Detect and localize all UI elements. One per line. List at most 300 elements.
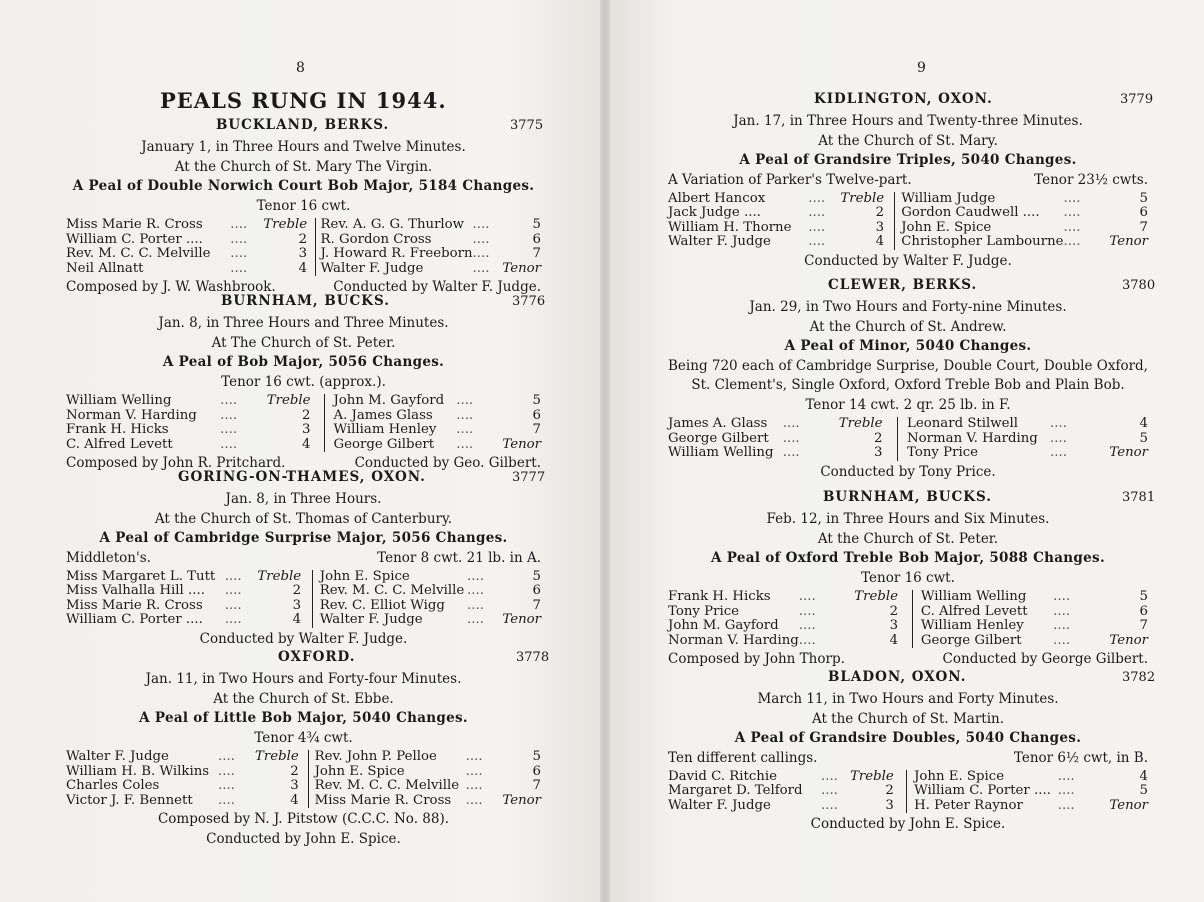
spacer — [492, 794, 500, 809]
leader-dots: .... — [465, 749, 483, 764]
peal-church: At the Church of St. Mary The Virgin. — [174, 158, 433, 175]
conductor: Conducted by Tony Price. — [820, 463, 996, 480]
spacer — [491, 613, 502, 628]
leader-dots: .... — [465, 792, 483, 808]
peal-location: BLADON, OXON. — [828, 669, 967, 685]
peal-number: 3782 — [1122, 670, 1156, 685]
ringer-name: Walter F. Judge — [668, 234, 771, 249]
conductor: Conducted by Geo. Gilbert. — [354, 455, 541, 471]
conductor: Conducted by George Gilbert. — [942, 651, 1148, 667]
ringer-name: William C. Porter .... — [66, 231, 203, 247]
bell-number: 6 — [1139, 205, 1148, 220]
spacer — [492, 750, 500, 765]
ringer-row — [668, 784, 1148, 799]
page-number: 8 — [296, 60, 305, 76]
bell-number: 4 — [889, 632, 899, 648]
ringer-name: Leonard Stilwell — [907, 416, 1019, 431]
spacer — [311, 394, 325, 409]
peal-time: Jan. 8, in Three Hours. — [225, 491, 382, 507]
peal-method: A Peal of Little Bob Major, 5040 Changes. — [139, 710, 468, 726]
conductor: Conducted by Walter F. Judge. — [804, 252, 1012, 269]
ringer-name: William C. Porter .... — [66, 612, 203, 627]
column-rule — [912, 619, 920, 634]
ringers-table — [66, 394, 541, 452]
ringer-row — [66, 794, 541, 809]
peal-church: At The Church of St. Peter. — [211, 334, 396, 351]
bell-number: 2 — [874, 430, 883, 446]
leader-dots: .... — [1063, 205, 1081, 220]
ringer-row — [66, 233, 541, 248]
ringer-row — [66, 394, 541, 409]
spacer — [1084, 634, 1097, 649]
ringer-row — [668, 799, 1148, 814]
peal-time: Jan. 11, in Two Hours and Forty-four Minutes. — [145, 671, 462, 687]
spacer — [898, 619, 912, 634]
leader-dots: .... — [224, 612, 242, 627]
ringer-name: William Henley — [333, 422, 437, 437]
bell-number: 6 — [532, 583, 541, 598]
ringer-row — [668, 235, 1148, 250]
leader-dots: .... — [217, 792, 235, 808]
conductor: Conducted by Walter F. Judge. — [199, 630, 408, 647]
leader-dots: .... — [472, 260, 490, 276]
peal-church: At the Church of St. Ebbe. — [213, 690, 394, 707]
spacer — [882, 446, 897, 461]
ringer-name: John E. Spice — [314, 763, 405, 779]
leader-dots: .... — [467, 583, 484, 598]
bell-number: 5 — [1139, 783, 1148, 798]
spacer — [311, 423, 325, 438]
peal-location: GORING-ON-THAMES, OXON. — [178, 469, 426, 485]
bell-number: 5 — [532, 217, 541, 232]
leader-dots: .... — [472, 246, 490, 261]
ringer-name: Gordon Caudwell .... — [901, 205, 1040, 220]
peal-header — [66, 117, 544, 138]
ringer-name: John E. Spice — [914, 768, 1005, 784]
ringer-row — [66, 262, 541, 277]
bell-number: 5 — [1139, 589, 1148, 604]
leader-dots: .... — [220, 407, 238, 423]
peal-location: BURNHAM, BUCKS. — [823, 489, 992, 505]
leader-dots: .... — [821, 783, 838, 798]
tenor-weight: Tenor 8 cwt. 21 lb. in A. — [377, 549, 541, 566]
ringer-row — [668, 221, 1148, 236]
ringer-row — [668, 192, 1148, 207]
column-rule — [912, 590, 920, 605]
ringer-row — [66, 779, 541, 794]
leader-dots: .... — [782, 445, 800, 460]
column-rule — [898, 446, 907, 461]
peal-record — [668, 669, 1156, 835]
bell-number: 2 — [290, 763, 299, 779]
ringer-name: Rev. M. C. C. Melville — [66, 246, 211, 261]
leader-dots: .... — [1053, 632, 1071, 648]
bell-number: 7 — [532, 597, 541, 613]
spacer — [1090, 235, 1100, 250]
spacer — [492, 779, 500, 794]
ringer-name: James A. Glass — [668, 416, 768, 431]
spacer — [894, 799, 907, 814]
ringer-name: William Welling — [668, 445, 774, 460]
right-page — [610, 0, 1204, 902]
column-rule — [907, 770, 915, 785]
spacer — [301, 599, 312, 614]
bell-number: 5 — [1139, 190, 1148, 206]
ringer-name: William Welling — [920, 589, 1027, 604]
ringer-row — [668, 206, 1148, 221]
leader-dots: .... — [808, 205, 826, 220]
page-number: 9 — [917, 60, 926, 76]
ringer-row — [66, 247, 541, 262]
ringer-name: Tony Price — [907, 445, 979, 460]
book-gutter — [600, 0, 610, 902]
peal-notes-row — [66, 549, 541, 568]
peal-record — [66, 469, 546, 649]
ringer-name: Norman V. Harding — [668, 632, 799, 648]
spacer — [307, 233, 315, 248]
ringer-name: William C. Porter .... — [914, 783, 1051, 798]
column-rule — [912, 634, 920, 649]
bell-number: Treble — [263, 217, 308, 232]
ringer-name: A. James Glass — [333, 407, 433, 423]
spacer — [492, 765, 500, 780]
leader-dots: .... — [1053, 603, 1071, 619]
leader-dots: .... — [224, 583, 242, 598]
spacer — [894, 784, 907, 799]
ringer-row — [66, 765, 541, 780]
leader-dots: .... — [230, 231, 248, 247]
peal-church: At the Church of St. Andrew. — [809, 318, 1007, 335]
ringers-table — [66, 570, 541, 628]
ringer-name: H. Peter Raynor — [914, 797, 1023, 813]
bell-number: 3 — [292, 597, 302, 613]
conductor: Conducted by Walter F. Judge. — [333, 279, 541, 295]
bell-number: Tenor — [1109, 445, 1148, 460]
ringers-table — [66, 750, 541, 808]
spacer — [488, 409, 501, 424]
ringer-name: Miss Marie R. Cross — [314, 792, 452, 808]
ringer-row — [668, 770, 1148, 785]
leader-dots: .... — [808, 234, 826, 249]
spacer — [488, 423, 501, 438]
peal-header — [668, 669, 1156, 690]
spacer — [882, 432, 897, 447]
ringer-name: Frank H. Hicks — [66, 422, 169, 437]
spacer — [307, 218, 315, 233]
peal-method: A Peal of Double Norwich Court Bob Major, 5184 Changes. — [72, 178, 535, 194]
bell-number: 4 — [302, 436, 311, 452]
bell-number: 7 — [532, 422, 541, 437]
bell-number: 5 — [1139, 430, 1148, 446]
bell-number: 4 — [1139, 416, 1148, 431]
peal-number: 3777 — [512, 470, 546, 485]
bell-number: 2 — [292, 583, 302, 598]
spacer — [491, 599, 502, 614]
peal-record — [668, 277, 1156, 482]
spacer — [1084, 619, 1097, 634]
ringer-row — [668, 605, 1148, 620]
spacer — [491, 570, 502, 585]
spacer — [882, 417, 897, 432]
leader-dots: .... — [1057, 768, 1075, 784]
conductor: Conducted by John E. Spice. — [810, 816, 1006, 832]
tenor-weight: Tenor 16 cwt. — [861, 569, 955, 586]
leader-dots: .... — [220, 393, 238, 408]
ringer-name: Rev. A. G. G. Thurlow — [320, 217, 465, 232]
ringer-name: William Henley — [920, 618, 1024, 633]
spacer — [884, 221, 895, 236]
ringer-row — [668, 634, 1148, 649]
bell-number: Tenor — [502, 436, 541, 452]
ringer-name: Walter F. Judge — [320, 260, 424, 276]
spacer — [311, 438, 325, 453]
ringer-row — [668, 432, 1148, 447]
bell-number: 4 — [875, 234, 885, 249]
bell-number: Tenor — [502, 260, 541, 276]
leader-dots: .... — [808, 219, 826, 235]
bell-number: 5 — [532, 749, 541, 764]
bell-number: Treble — [266, 393, 311, 408]
column-rule — [907, 784, 915, 799]
spacer — [898, 590, 912, 605]
leader-dots: .... — [230, 260, 248, 276]
leader-dots: .... — [472, 231, 490, 247]
spacer — [884, 192, 895, 207]
column-rule — [898, 432, 907, 447]
ringer-name: Neil Allnatt — [66, 260, 144, 276]
leader-dots: .... — [782, 430, 800, 446]
leader-dots: .... — [821, 797, 838, 813]
leader-dots: .... — [465, 763, 483, 779]
ringer-name: Miss Marie R. Cross — [66, 217, 203, 232]
ringers-table — [668, 192, 1148, 250]
bell-number: 7 — [1139, 219, 1148, 235]
bell-number: Treble — [257, 568, 302, 584]
peal-number: 3781 — [1122, 490, 1156, 505]
ringer-name: Margaret D. Telford — [668, 783, 803, 798]
bell-number: Treble — [838, 416, 883, 431]
leader-dots: .... — [465, 778, 483, 793]
peal-number: 3780 — [1122, 278, 1156, 293]
leader-dots: .... — [467, 612, 484, 627]
leader-dots: .... — [1050, 416, 1067, 431]
bell-number: 4 — [298, 260, 308, 276]
peal-header — [668, 489, 1156, 510]
leader-dots: .... — [230, 246, 248, 261]
spacer — [1082, 417, 1096, 432]
bell-number: 5 — [532, 393, 541, 408]
ringers-table — [668, 417, 1148, 461]
spacer — [884, 235, 895, 250]
column-rule — [907, 799, 915, 814]
peal-method: A Peal of Grandsire Triples, 5040 Changes. — [739, 152, 1077, 168]
leader-dots: .... — [798, 589, 816, 604]
leader-dots: .... — [467, 568, 484, 584]
ringer-name: Jack Judge .... — [668, 205, 761, 220]
peal-church: At the Church of St. Martin. — [811, 710, 1005, 727]
spacer — [488, 438, 501, 453]
peal-time: Jan. 29, in Two Hours and Forty-nine Minutes. — [749, 299, 1067, 315]
leader-dots: .... — [1063, 234, 1081, 249]
peal-notes-row — [668, 749, 1148, 768]
ringer-name: George Gilbert — [920, 632, 1022, 648]
ringer-name: George Gilbert — [333, 436, 435, 452]
spacer — [301, 613, 312, 628]
peal-note: A Variation of Parker's Twelve-part. — [668, 171, 912, 188]
peal-number: 3778 — [516, 650, 550, 665]
leader-dots: .... — [456, 436, 474, 452]
spacer — [1087, 784, 1098, 799]
spacer — [894, 770, 907, 785]
column-rule — [325, 438, 334, 453]
bell-number: Tenor — [502, 792, 541, 808]
leader-dots: .... — [1050, 445, 1067, 460]
peal-number: 3776 — [512, 294, 546, 309]
ringer-name: Rev. M. C. C. Melville — [314, 778, 460, 793]
bell-number: 3 — [874, 445, 883, 460]
leader-dots: .... — [224, 568, 242, 584]
ringer-name: Rev. C. Elliot Wigg — [319, 597, 445, 613]
leader-dots: .... — [1063, 190, 1081, 206]
leader-dots: .... — [1053, 589, 1071, 604]
ringer-row — [668, 590, 1148, 605]
peal-notes-row — [668, 171, 1148, 190]
leader-dots: .... — [1050, 430, 1067, 446]
spacer — [301, 584, 312, 599]
ringer-name: Norman V. Harding — [66, 407, 197, 423]
leader-dots: .... — [456, 393, 474, 408]
spacer — [1090, 221, 1100, 236]
spacer — [299, 779, 309, 794]
ringer-name: Victor J. F. Bennett — [66, 792, 193, 808]
ringer-name: Norman V. Harding — [907, 430, 1038, 446]
bell-number: 2 — [302, 407, 311, 423]
spacer — [301, 570, 312, 585]
spacer — [1082, 446, 1096, 461]
bell-number: 3 — [290, 778, 299, 793]
spacer — [299, 765, 309, 780]
bell-number: 3 — [875, 219, 885, 235]
ringer-name: John E. Spice — [901, 219, 992, 235]
peal-method: A Peal of Cambridge Surprise Major, 5056 Changes. — [99, 530, 508, 546]
ringer-name: Rev. M. C. C. Melville — [319, 583, 465, 598]
leader-dots: .... — [798, 603, 816, 619]
leader-dots: .... — [217, 778, 235, 793]
peal-location: BURNHAM, BUCKS. — [221, 293, 390, 309]
spacer — [898, 605, 912, 620]
peal-location: CLEWER, BERKS. — [828, 277, 978, 293]
bell-number: 2 — [885, 783, 894, 798]
spacer — [1090, 192, 1100, 207]
spacer — [1084, 605, 1097, 620]
bell-number: Tenor — [1109, 632, 1148, 648]
ringers-table — [66, 218, 541, 276]
leader-dots: .... — [1063, 219, 1081, 235]
peal-description: St. Clement's, Single Oxford, Oxford Treble Bob and Plain Bob. — [691, 377, 1125, 393]
bell-number: 3 — [302, 422, 311, 437]
bell-number: 3 — [298, 246, 308, 261]
ringer-row — [668, 619, 1148, 634]
ringers-table — [668, 590, 1148, 648]
column-rule — [312, 599, 319, 614]
composer: Composed by John Thorp. — [668, 651, 845, 667]
peal-church: At the Church of St. Peter. — [817, 530, 999, 547]
ringer-row — [66, 423, 541, 438]
spacer — [488, 394, 501, 409]
spacer — [1087, 799, 1098, 814]
column-rule — [312, 613, 319, 628]
spacer — [898, 634, 912, 649]
spacer — [299, 750, 309, 765]
ringer-name: Miss Marie R. Cross — [66, 597, 203, 613]
peal-number: 3775 — [510, 118, 544, 133]
leader-dots: .... — [821, 768, 838, 784]
ringer-row — [66, 409, 541, 424]
ringer-name: William H. B. Wilkins — [66, 763, 210, 779]
peal-record — [66, 117, 544, 297]
ringer-name: J. Howard R. Freeborn — [320, 246, 473, 261]
ringer-name: C. Alfred Levett — [66, 436, 173, 452]
column-rule — [312, 584, 319, 599]
ringer-name: Rev. John P. Pelloe — [314, 749, 437, 764]
peal-header — [668, 91, 1154, 112]
leader-dots: .... — [217, 749, 235, 764]
leader-dots: .... — [1057, 797, 1075, 813]
composer: Composed by John R. Pritchard. — [66, 455, 286, 471]
leader-dots: .... — [456, 407, 474, 423]
peal-note: Ten different callings. — [668, 749, 818, 766]
spacer — [307, 247, 315, 262]
bell-number: Treble — [854, 589, 899, 604]
ringer-row — [668, 417, 1148, 432]
ringer-row — [66, 570, 541, 585]
peal-record — [66, 649, 550, 849]
leader-dots: .... — [798, 618, 816, 633]
peal-method: A Peal of Oxford Treble Bob Major, 5088 Changes. — [711, 550, 1105, 566]
peal-method: A Peal of Minor, 5040 Changes. — [784, 338, 1032, 354]
bell-number: 7 — [532, 246, 541, 261]
bell-number: 2 — [875, 205, 885, 220]
leader-dots: .... — [1057, 783, 1075, 798]
leader-dots: .... — [467, 597, 484, 613]
spacer — [311, 409, 325, 424]
spacer — [1090, 206, 1100, 221]
peal-record — [668, 489, 1156, 669]
bell-number: 6 — [532, 763, 541, 779]
spacer — [307, 262, 315, 277]
ringer-name: Frank H. Hicks — [668, 589, 771, 604]
spacer — [1087, 770, 1098, 785]
bell-number: 7 — [532, 778, 541, 793]
peal-method: A Peal of Grandsire Doubles, 5040 Changes. — [734, 730, 1082, 746]
composer: Composed by N. J. Pitstow (C.C.C. No. 88). — [157, 811, 450, 827]
bell-number: Tenor — [502, 612, 541, 627]
peal-header — [66, 293, 546, 314]
conductor: Conducted by John E. Spice. — [206, 830, 401, 847]
ringer-name: R. Gordon Cross — [320, 231, 432, 247]
leader-dots: .... — [456, 422, 474, 437]
composer: Composed by J. W. Washbrook. — [66, 279, 276, 295]
bell-number: 6 — [1139, 603, 1148, 619]
ringer-name: George Gilbert — [668, 430, 769, 446]
bell-number: 3 — [885, 797, 894, 813]
peal-time: Feb. 12, in Three Hours and Six Minutes. — [766, 511, 1050, 527]
peal-location: OXFORD. — [278, 649, 356, 665]
ringer-name: Walter F. Judge — [319, 612, 423, 627]
bell-number: 2 — [298, 231, 308, 247]
leader-dots: .... — [798, 632, 816, 648]
peal-record — [66, 293, 546, 473]
